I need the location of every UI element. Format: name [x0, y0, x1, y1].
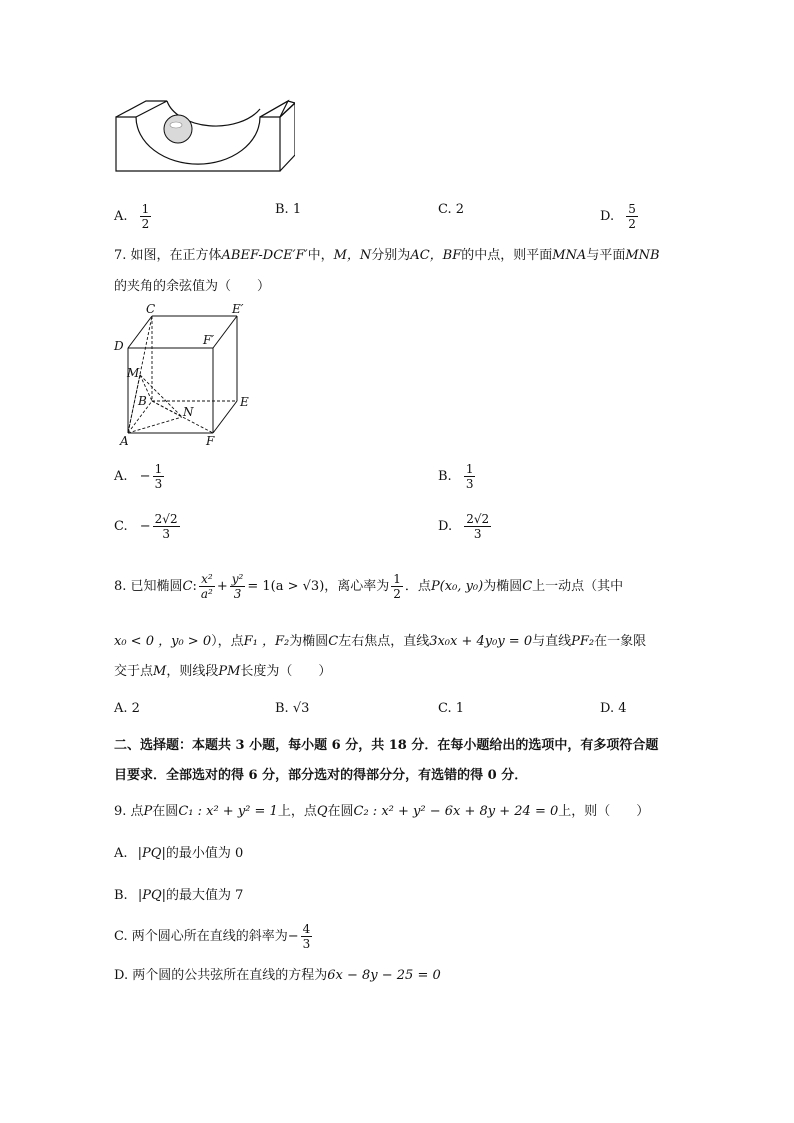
left-block-top — [116, 101, 167, 117]
q7-option-d-den: 3 — [473, 527, 482, 541]
q9-option-b-expr: |PQ| — [137, 888, 166, 903]
trough-ball-figure — [110, 95, 295, 175]
q7-option-a-num: 1 — [154, 462, 163, 476]
q8-line3-a: 交于点 — [114, 664, 154, 679]
q7-mna: MNA — [552, 248, 587, 263]
q7-option-c[interactable] — [114, 512, 182, 541]
q7-option-a-den: 3 — [154, 477, 163, 491]
label-c: C — [146, 302, 156, 316]
q7-option-b[interactable] — [438, 462, 477, 491]
label-a: A — [120, 434, 129, 448]
q6-option-a[interactable] — [114, 202, 153, 231]
ball — [164, 115, 192, 143]
trough-front-face — [116, 117, 280, 171]
q7-text-3: 分别为 — [371, 248, 411, 263]
q7-text-1: 7. 如图，在正方体 — [114, 248, 222, 263]
label-e: E — [240, 395, 249, 409]
q9-option-b[interactable] — [114, 888, 243, 904]
section2-line2: 目要求．全部选对的得 6 分，部分选对的得部分分，有选错的得 0 分． — [114, 768, 528, 783]
q8-option-a[interactable]: A. 2 — [114, 701, 140, 716]
cube-figure — [110, 300, 260, 450]
q8-point-expr: P(x₀, y₀) — [430, 579, 484, 594]
q9-d: 上，则（ ） — [558, 804, 650, 819]
q7-option-b-den: 3 — [465, 477, 474, 491]
q8-f1f2: F₁ ，F₂ — [243, 634, 290, 649]
q7-option-c-num: 2√2 — [154, 512, 178, 526]
q9-option-a[interactable] — [114, 846, 243, 862]
q8-fy-num: y² — [231, 572, 244, 586]
q7-option-d-label: D. — [438, 519, 453, 534]
label-n: N — [183, 405, 194, 419]
q8-line2-b: 为椭圆 — [289, 634, 329, 649]
q8-line2-c: C — [328, 634, 339, 649]
q9-c1: C₁ : x² + y² = 1 — [178, 804, 278, 819]
q8-option-c[interactable]: C. 1 — [438, 701, 465, 716]
q9-stem — [114, 804, 649, 820]
q7-acbf: AC，BF — [410, 248, 462, 263]
q9-option-c-text: C. 两个圆心所在直线的斜率为 — [114, 929, 288, 944]
q8-line3-pm: PM — [218, 664, 241, 679]
q8-ecc-text: ，离心率为 — [324, 579, 390, 594]
q9-option-c[interactable] — [114, 922, 314, 951]
q7-option-d-num: 2√2 — [466, 512, 490, 526]
q8-point-after: 为椭圆 — [483, 579, 523, 594]
q8-line3-m: M — [153, 664, 167, 679]
label-b: B — [138, 394, 147, 408]
q7-mn: M，N — [333, 248, 372, 263]
q8-colon: : — [192, 579, 197, 594]
q7-option-b-label: B. — [438, 469, 452, 484]
q8-pf2: PF₂ — [571, 634, 595, 649]
label-e-prime: E′ — [232, 302, 244, 316]
q9-option-c-den: 3 — [302, 937, 311, 951]
q8-line3-c: 长度为（ ） — [240, 664, 332, 679]
q8-line3-b: ，则线段 — [166, 664, 219, 679]
q7-option-a[interactable] — [114, 462, 166, 491]
q9-option-b-text: 的最大值为 7 — [166, 888, 244, 903]
q7-option-c-sign: − — [139, 519, 151, 534]
q8-stem-line3 — [114, 664, 331, 680]
q7-option-d[interactable] — [438, 512, 493, 541]
q9-option-c-sign: − — [287, 929, 299, 944]
q8-option-b[interactable]: B. √3 — [275, 701, 310, 716]
label-d: D — [114, 339, 124, 353]
q8-fx-num: x² — [199, 572, 215, 587]
q6-option-d-num: 5 — [628, 202, 636, 216]
q9-b: 上，点 — [277, 804, 317, 819]
q8-cond: = 1(a > √3) — [247, 579, 325, 594]
q8-point-text: ．点 — [404, 579, 431, 594]
q9-option-c-num: 4 — [302, 922, 311, 936]
q9-option-d-expr: 6x − 8y − 25 = 0 — [327, 968, 441, 983]
q6-option-d-den: 2 — [628, 217, 636, 231]
q7-text-5: 与平面 — [586, 248, 626, 263]
q9-c: 在圆 — [327, 804, 354, 819]
q7-text-4: 的中点，则平面 — [461, 248, 553, 263]
q8-option-d[interactable]: D. 4 — [600, 701, 627, 716]
q9-q: Q — [316, 804, 328, 819]
q9-option-d-text: D. 两个圆的公共弦所在直线的方程为 — [114, 968, 328, 983]
q8-line2-d: 左右焦点，直线 — [338, 634, 430, 649]
q7-option-b-num: 1 — [465, 462, 474, 476]
label-m: M — [127, 366, 140, 380]
label-f: F — [206, 434, 215, 448]
q7-mnb: MNB — [625, 248, 660, 263]
q8-line-eq: 3x₀x + 4y₀y = 0 — [429, 634, 533, 649]
q7-stem-line2: 的夹角的余弦值为（ ） — [114, 279, 271, 294]
q6-option-c[interactable]: C. 2 — [438, 202, 465, 217]
q7-option-a-label: A. — [114, 469, 128, 484]
q6-option-a-num: 1 — [141, 202, 150, 216]
q9-option-a-label: A. — [114, 846, 128, 861]
q7-option-c-den: 3 — [162, 527, 170, 541]
q8-ellipse-c: C — [182, 579, 193, 594]
q8-point-end: 上一动点（其中 — [532, 579, 624, 594]
q8-line2-a: ），点 — [211, 634, 244, 649]
q6-option-d[interactable] — [600, 202, 640, 231]
q8-ecc-num: 1 — [393, 572, 401, 586]
q8-line2-e: 与直线 — [532, 634, 572, 649]
q8-stem-line2 — [114, 634, 646, 650]
q7-stem-line1 — [114, 248, 660, 264]
q7-option-a-sign: − — [139, 469, 151, 484]
q8-line2-f: 在一象限 — [594, 634, 647, 649]
q9-pre: 9. 点 — [114, 804, 144, 819]
q9-option-d[interactable] — [114, 968, 441, 984]
q9-c2: C₂ : x² + y² − 6x + 8y + 24 = 0 — [353, 804, 559, 819]
q9-p: P — [143, 804, 153, 819]
label-f-prime: F′ — [203, 333, 215, 347]
q7-text-2: 中， — [307, 248, 334, 263]
q8-text-pre: 8. 已知椭圆 — [114, 579, 183, 594]
q7-cube-name: ABEF-DCE′F′ — [221, 248, 308, 263]
section2-line1: 二、选择题：本题共 3 小题，每小题 6 分，共 18 分．在每小题给出的选项中，有多项符合题 — [114, 738, 659, 753]
q6-option-a-den: 2 — [141, 217, 150, 231]
q6-option-d-label: D. — [600, 209, 615, 224]
q8-fx-den: a² — [200, 587, 213, 601]
q7-option-c-label: C. — [114, 519, 128, 534]
q9-a: 在圆 — [152, 804, 179, 819]
q8-point-c: C — [522, 579, 533, 594]
q8-stem-line1 — [114, 572, 623, 601]
q6-option-a-label: A. — [114, 209, 128, 224]
q9-option-a-text: 的最小值为 0 — [165, 846, 244, 861]
q8-ecc-den: 2 — [393, 587, 401, 601]
q8-plus: + — [216, 579, 228, 594]
q8-fy-den: 3 — [233, 587, 242, 601]
q8-line2-expr: x₀ < 0 ，y₀ > 0 — [114, 634, 212, 649]
q6-option-b[interactable]: B. 1 — [275, 202, 302, 217]
q9-option-a-expr: |PQ| — [137, 846, 166, 861]
q9-option-b-label: B. — [114, 888, 128, 903]
